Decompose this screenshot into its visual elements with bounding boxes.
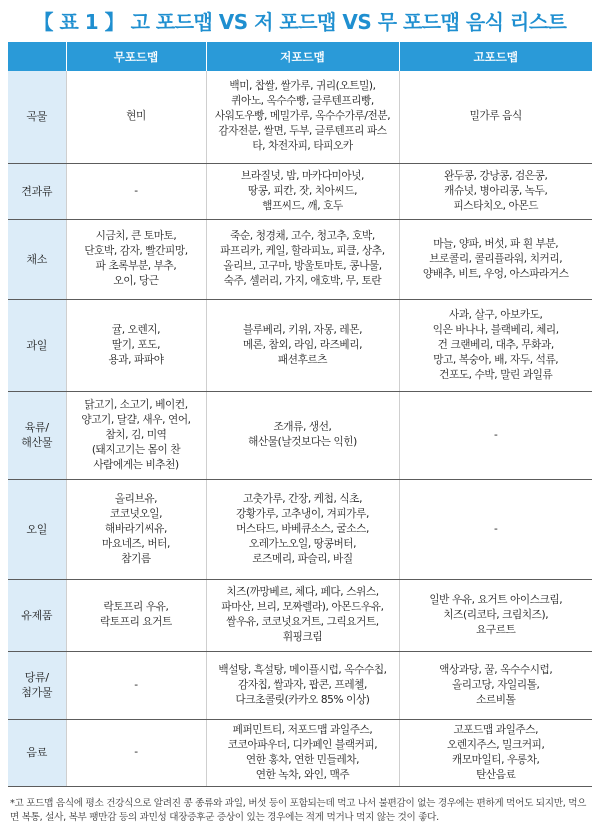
category-cell bbox=[8, 479, 66, 579]
cell-text-line: 캐모마일티, 우롱차, bbox=[451, 753, 540, 766]
cell-text-line: 오렌지주스, 밀크커피, bbox=[447, 738, 545, 751]
cell-text-line: 마늘, 양파, 버섯, 파 흰 부분, bbox=[433, 237, 559, 250]
cell-text-line: 숙주, 셀러리, 가지, 애호박, 무, 토란 bbox=[223, 275, 382, 287]
cell-text-line: 강황가루, 고추냉이, 겨피가루, bbox=[236, 507, 369, 520]
table-row bbox=[8, 163, 592, 219]
cell-text-line: 일반 우유, 요거트 아이스크림, bbox=[429, 593, 563, 606]
cell-text-line: 해바라기씨유, bbox=[105, 522, 167, 535]
cell-text-line: 사워도우빵, 메밀가루, 옥수수가루/전분, bbox=[214, 110, 391, 123]
cell-text-line: 머스타드, 바베큐소스, 굴소스, bbox=[236, 522, 369, 535]
cell-text-line: 참치, 김, 미역 bbox=[105, 428, 167, 441]
cell-text-line: 피스타치오, 아몬드 bbox=[453, 199, 539, 212]
cell-text-line: 참기름 bbox=[121, 552, 151, 565]
page-title: 【 표 1 】 고 포드맵 VS 저 포드맵 VS 무 포드맵 음식 리스트 bbox=[33, 10, 567, 34]
cell-text-line: 블루베리, 키위, 자몽, 레몬, bbox=[242, 323, 363, 336]
cell-text-line: 브라질넛, 밤, 마카다미아넛, bbox=[240, 169, 364, 182]
header-no-fodmap: 무포드맵 bbox=[66, 42, 206, 71]
high-fodmap-cell bbox=[399, 299, 592, 391]
cell-text-line: 음료 bbox=[26, 746, 48, 759]
low-fodmap-cell bbox=[206, 651, 399, 719]
cell-text-line: 첨가물 bbox=[21, 686, 53, 699]
cell-text-line: 메론, 참외, 라임, 라즈베리, bbox=[242, 338, 363, 351]
cell-text-line: 코코아파우더, 디카페인 블랙커피, bbox=[227, 738, 378, 751]
no-fodmap-cell bbox=[66, 299, 206, 391]
cell-text-line: 닭고기, 소고기, 베이컨, bbox=[84, 398, 188, 411]
cell-text-line: 사람에게는 비추천) bbox=[93, 458, 179, 471]
header-category bbox=[8, 42, 66, 71]
cell-text-line: 완두콩, 강낭콩, 검은콩, bbox=[444, 169, 548, 182]
cell-text-line: 채소 bbox=[26, 252, 48, 266]
category-cell bbox=[8, 719, 66, 786]
low-fodmap-cell bbox=[206, 479, 399, 579]
no-fodmap-cell bbox=[66, 719, 206, 786]
cell-text-line: 치즈(리코타, 크림치즈), bbox=[443, 608, 549, 621]
no-fodmap-cell bbox=[66, 219, 206, 299]
cell-text-line: 브로콜리, 콜리플라워, 치커리, bbox=[429, 252, 563, 265]
cell-text-line: 해산물 bbox=[21, 436, 53, 449]
cell-text-line: 파 초록부분, 부추, bbox=[95, 260, 177, 272]
cell-text-line: 건포도, 수박, 말린 과일류 bbox=[439, 368, 553, 381]
cell-text-line: 요구르트 bbox=[476, 623, 516, 636]
cell-text-line: 퀴아노, 옥수수빵, 글루텐프리빵, bbox=[231, 95, 374, 108]
category-cell bbox=[8, 391, 66, 479]
low-fodmap-cell bbox=[206, 163, 399, 219]
cell-text-line: 액상과당, 꿀, 옥수수시럽, bbox=[439, 663, 553, 676]
table-row bbox=[8, 71, 592, 163]
cell-text-line: 타, 차전자피, 타피오카 bbox=[252, 140, 353, 153]
cell-text-line: 밀가루 음식 bbox=[469, 110, 522, 123]
cell-text-line: 올리브유, bbox=[114, 492, 158, 505]
cell-text-line: 햄프씨드, 깨, 호두 bbox=[262, 199, 343, 212]
low-fodmap-cell bbox=[206, 71, 399, 163]
cell-text-line: 귤, 오렌지, bbox=[111, 323, 161, 336]
cell-text-line: 단호박, 감자, 빨간피망, bbox=[84, 245, 188, 257]
cell-text-line: 당류/ bbox=[24, 671, 49, 684]
no-fodmap-cell bbox=[66, 163, 206, 219]
cell-text-line: 탄산음료 bbox=[476, 768, 516, 781]
cell-text-line: (돼지고기는 몸이 찬 bbox=[91, 443, 181, 456]
cell-text-line: - bbox=[134, 184, 138, 197]
high-fodmap-cell bbox=[399, 219, 592, 299]
high-fodmap-cell bbox=[399, 719, 592, 786]
category-cell bbox=[8, 163, 66, 219]
category-cell bbox=[8, 299, 66, 391]
category-cell bbox=[8, 579, 66, 651]
high-fodmap-cell bbox=[399, 579, 592, 651]
cell-text-line: 백설탕, 흑설탕, 메이플시럽, 옥수수칩, bbox=[218, 663, 387, 676]
high-fodmap-cell bbox=[399, 391, 592, 479]
table-row bbox=[8, 219, 592, 299]
cell-text-line: 올리브, 고구마, 방울토마토, 콩나물, bbox=[223, 260, 382, 272]
low-fodmap-cell bbox=[206, 219, 399, 299]
cell-text-line: 파프리카, 케일, 할라피뇨, 피클, 상추, bbox=[220, 245, 385, 257]
table-header-row bbox=[8, 42, 592, 71]
cell-text-line: 망고, 복숭아, 배, 자두, 석류, bbox=[433, 353, 559, 366]
cell-text-line: 견과류 bbox=[21, 184, 53, 198]
cell-text-line: 용과, 파파야 bbox=[108, 353, 164, 366]
cell-text-line: 오이, 당근 bbox=[113, 275, 159, 287]
low-fodmap-cell bbox=[206, 719, 399, 786]
cell-text-line: 건 크랜베리, 대추, 무화과, bbox=[437, 338, 554, 351]
header-high-fodmap: 고포드맵 bbox=[399, 42, 592, 71]
cell-text-line: 딸기, 포도, bbox=[111, 338, 161, 351]
cell-text-line: 죽순, 청경채, 고수, 청고추, 호박, bbox=[230, 230, 375, 242]
no-fodmap-cell bbox=[66, 651, 206, 719]
no-fodmap-cell bbox=[66, 479, 206, 579]
category-cell bbox=[8, 71, 66, 163]
cell-text-line: 시금치, 큰 토마토, bbox=[95, 230, 177, 242]
cell-text-line: 다크초콜릿(카카오 85% 이상) bbox=[235, 693, 370, 706]
footnote: *고 포드맵 음식에 평소 건강식으로 알려진 콩 종류와 과일, 버섯 등이 포함되는데 먹고 나서 불편감이 없는 경우에는 편하게 먹어도 되지만, 먹으면 복통, 설사, 복부 팽만감 등의 과민성 대장증후군 증상이 있는 경우에는 적게 먹거나 먹지 않는 것이 좋다. bbox=[10, 797, 587, 823]
high-fodmap-cell bbox=[399, 651, 592, 719]
table-row bbox=[8, 719, 592, 786]
cell-text-line: 락토프리 요거트 bbox=[100, 616, 172, 628]
cell-text-line: 연한 홍차, 연한 민들레차, bbox=[245, 753, 360, 766]
cell-text-line: 패션후르츠 bbox=[277, 353, 328, 366]
high-fodmap-cell bbox=[399, 163, 592, 219]
cell-text-line: 익은 바나나, 블랙베리, 체리, bbox=[432, 323, 559, 336]
cell-text-line: 소르비톨 bbox=[476, 693, 516, 706]
cell-text-line: 감자전분, 쌀면, 두부, 글루텐프리 파스 bbox=[218, 125, 387, 138]
cell-text-line: 로즈메리, 파슬리, 바질 bbox=[252, 552, 353, 565]
cell-text-line: 마요네즈, 버터, bbox=[102, 537, 170, 550]
cell-text-line: 올리고당, 자일리톨, bbox=[451, 678, 540, 691]
cell-text-line: 땅콩, 피칸, 잣, 치아씨드, bbox=[247, 184, 358, 197]
cell-text-line: 연한 녹차, 와인, 맥주 bbox=[255, 768, 350, 781]
cell-text-line: 유제품 bbox=[21, 608, 53, 622]
cell-text-line: 쌀우유, 코코넛요거트, 그릭요거트, bbox=[226, 616, 379, 628]
table-body bbox=[8, 71, 592, 786]
cell-text-line: 고춧가루, 간장, 케첩, 식초, bbox=[242, 492, 363, 505]
cell-text-line: 오일 bbox=[26, 522, 48, 536]
cell-text-line: 해산물(날것보다는 익힌) bbox=[248, 436, 357, 448]
cell-text-line: 현미 bbox=[126, 110, 146, 123]
cell-text-line: 치즈(까망베르, 체다, 페다, 스위스, bbox=[226, 586, 379, 598]
cell-text-line: 감자칩, 쌀과자, 팝콘, 프레첼, bbox=[238, 678, 367, 691]
table-row bbox=[8, 579, 592, 651]
cell-text-line: 과일 bbox=[26, 338, 48, 352]
cell-text-line: 락토프리 우유, bbox=[103, 601, 169, 613]
cell-text-line: - bbox=[134, 678, 138, 691]
category-cell bbox=[8, 651, 66, 719]
fodmap-table bbox=[8, 42, 592, 787]
table-row bbox=[8, 391, 592, 479]
cell-text-line: 양고기, 달걀, 새우, 연어, bbox=[81, 413, 191, 426]
no-fodmap-cell bbox=[66, 579, 206, 651]
cell-text-line: 캐슈넛, 병아리콩, 녹두, bbox=[444, 184, 548, 197]
cell-text-line: 고포드맵 과일주스, bbox=[453, 723, 539, 736]
low-fodmap-cell bbox=[206, 299, 399, 391]
cell-text-line: 코코넛오일, bbox=[109, 507, 163, 520]
no-fodmap-cell bbox=[66, 71, 206, 163]
cell-text-line: 조개류, 생선, bbox=[273, 421, 332, 433]
high-fodmap-cell bbox=[399, 71, 592, 163]
table-row bbox=[8, 479, 592, 579]
cell-text-line: 휘핑크림 bbox=[282, 631, 323, 643]
table-row bbox=[8, 651, 592, 719]
cell-text-line: - bbox=[134, 746, 138, 758]
high-fodmap-cell bbox=[399, 479, 592, 579]
cell-text-line: 곡물 bbox=[26, 110, 48, 124]
cell-text-line: - bbox=[494, 522, 498, 535]
cell-text-line: 오레가노오일, 땅콩버터, bbox=[248, 537, 357, 550]
cell-text-line: 육류/ bbox=[24, 421, 49, 434]
cell-text-line: 양배추, 비트, 우엉, 아스파라거스 bbox=[422, 267, 569, 280]
cell-text-line: - bbox=[494, 428, 498, 441]
header-low-fodmap: 저포드맵 bbox=[206, 42, 399, 71]
cell-text-line: 페퍼민트티, 저포드맵 과일주스, bbox=[232, 723, 373, 736]
low-fodmap-cell bbox=[206, 579, 399, 651]
low-fodmap-cell bbox=[206, 391, 399, 479]
cell-text-line: 사과, 살구, 아보카도, bbox=[448, 308, 543, 321]
category-cell bbox=[8, 219, 66, 299]
cell-text-line: 백미, 찹쌀, 쌀가루, 귀리(오트밀), bbox=[229, 80, 376, 93]
table-row bbox=[8, 299, 592, 391]
no-fodmap-cell bbox=[66, 391, 206, 479]
cell-text-line: 파마산, 브리, 모짜렐라), 아몬드우유, bbox=[221, 601, 384, 613]
